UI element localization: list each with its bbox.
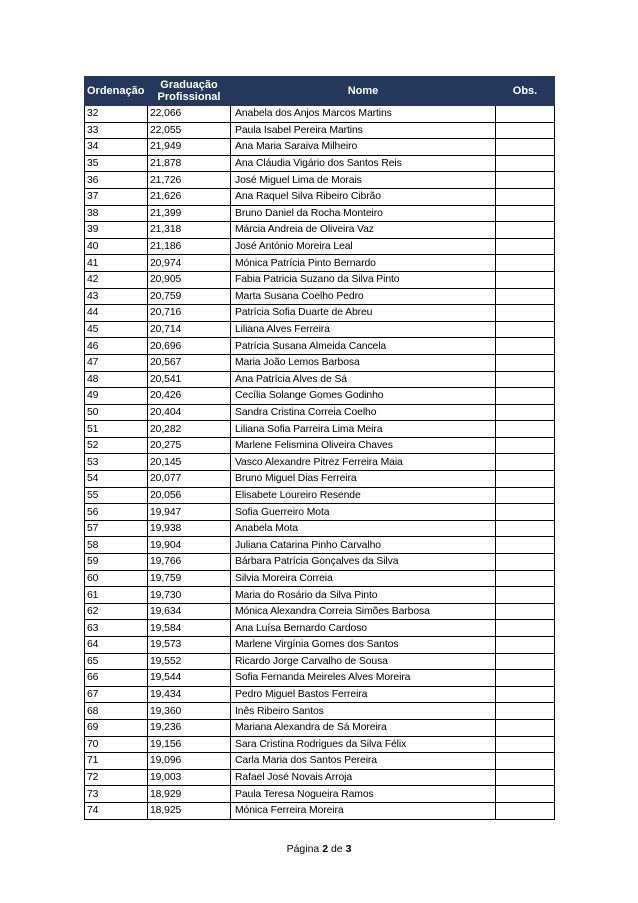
cell-nome: Bárbara Patrícia Gonçalves da Silva: [231, 554, 496, 571]
table-row: [85, 603, 555, 620]
table-row: [85, 172, 555, 189]
cell-graduacao: 19,003: [148, 769, 231, 786]
table-row: [85, 288, 555, 305]
cell-ordenacao: 39: [85, 222, 148, 239]
cell-graduacao: 19,730: [148, 587, 231, 604]
table-row: [85, 155, 555, 172]
cell-graduacao: 20,077: [148, 471, 231, 488]
cell-ordenacao: 60: [85, 570, 148, 587]
cell-obs: [496, 637, 555, 654]
cell-obs: [496, 305, 555, 322]
cell-obs: [496, 255, 555, 272]
cell-graduacao: 21,318: [148, 222, 231, 239]
cell-ordenacao: 48: [85, 371, 148, 388]
cell-obs: [496, 139, 555, 156]
cell-nome: José Miguel Lima de Morais: [231, 172, 496, 189]
cell-obs: [496, 769, 555, 786]
cell-graduacao: 20,759: [148, 288, 231, 305]
table-row: [85, 504, 555, 521]
cell-nome: Silvia Moreira Correia: [231, 570, 496, 587]
cell-obs: [496, 703, 555, 720]
cell-obs: [496, 388, 555, 405]
table-row: [85, 653, 555, 670]
header-obs: Obs.: [496, 77, 555, 106]
table-row: [85, 271, 555, 288]
cell-graduacao: 20,696: [148, 338, 231, 355]
cell-nome: Mónica Ferreira Moreira: [231, 802, 496, 819]
cell-graduacao: 20,716: [148, 305, 231, 322]
table-row: [85, 637, 555, 654]
cell-nome: Anabela Mota: [231, 520, 496, 537]
header-nome: Nome: [231, 77, 496, 106]
cell-graduacao: 19,544: [148, 670, 231, 687]
cell-graduacao: 20,275: [148, 437, 231, 454]
cell-nome: Sofia Fernanda Meireles Alves Moreira: [231, 670, 496, 687]
cell-obs: [496, 155, 555, 172]
cell-ordenacao: 63: [85, 620, 148, 637]
table-row: [85, 139, 555, 156]
cell-graduacao: 19,573: [148, 637, 231, 654]
cell-obs: [496, 753, 555, 770]
cell-nome: Ana Maria Saraiva Milheiro: [231, 139, 496, 156]
footer-prefix: Página: [286, 843, 323, 855]
cell-graduacao: 19,552: [148, 653, 231, 670]
cell-obs: [496, 404, 555, 421]
table-row: [85, 305, 555, 322]
cell-nome: Ana Cláudia Vigário dos Santos Reis: [231, 155, 496, 172]
table-row: [85, 786, 555, 803]
cell-obs: [496, 288, 555, 305]
cell-ordenacao: 74: [85, 802, 148, 819]
cell-graduacao: 20,145: [148, 454, 231, 471]
cell-nome: Ana Raquel Silva Ribeiro Cibrão: [231, 188, 496, 205]
cell-nome: Sandra Cristina Correia Coelho: [231, 404, 496, 421]
cell-obs: [496, 437, 555, 454]
table-row: [85, 437, 555, 454]
table-row: [85, 736, 555, 753]
cell-obs: [496, 670, 555, 687]
cell-graduacao: 21,726: [148, 172, 231, 189]
cell-obs: [496, 520, 555, 537]
cell-nome: Mónica Patrícia Pinto Bernardo: [231, 255, 496, 272]
cell-nome: Mónica Alexandra Correia Simões Barbosa: [231, 603, 496, 620]
table-row: [85, 354, 555, 371]
cell-obs: [496, 321, 555, 338]
table-row: [85, 421, 555, 438]
cell-obs: [496, 371, 555, 388]
cell-graduacao: 20,541: [148, 371, 231, 388]
footer-total-pages: 3: [345, 843, 352, 855]
cell-graduacao: 19,947: [148, 504, 231, 521]
cell-graduacao: 21,878: [148, 155, 231, 172]
cell-nome: Juliana Catarina Pinho Carvalho: [231, 537, 496, 554]
table-row: [85, 122, 555, 139]
cell-nome: Liliana Sofia Parreira Lima Meira: [231, 421, 496, 438]
table-row: [85, 620, 555, 637]
cell-ordenacao: 65: [85, 653, 148, 670]
cell-ordenacao: 47: [85, 354, 148, 371]
cell-ordenacao: 67: [85, 686, 148, 703]
cell-graduacao: 20,974: [148, 255, 231, 272]
cell-ordenacao: 52: [85, 437, 148, 454]
cell-ordenacao: 66: [85, 670, 148, 687]
cell-ordenacao: 56: [85, 504, 148, 521]
table-row: [85, 703, 555, 720]
cell-obs: [496, 205, 555, 222]
table-row: [85, 471, 555, 488]
cell-graduacao: 19,904: [148, 537, 231, 554]
cell-nome: Mariana Alexandra de Sá Moreira: [231, 719, 496, 736]
candidates-table: [84, 76, 555, 820]
cell-obs: [496, 471, 555, 488]
cell-graduacao: 19,434: [148, 686, 231, 703]
footer-middle: de: [328, 843, 346, 855]
cell-ordenacao: 50: [85, 404, 148, 421]
cell-nome: Paula Isabel Pereira Martins: [231, 122, 496, 139]
cell-obs: [496, 338, 555, 355]
table-row: [85, 753, 555, 770]
table-row: [85, 222, 555, 239]
cell-nome: Anabela dos Anjos Marcos Martins: [231, 106, 496, 123]
cell-obs: [496, 487, 555, 504]
cell-graduacao: 19,766: [148, 554, 231, 571]
cell-obs: [496, 719, 555, 736]
header-row: [85, 77, 555, 106]
cell-ordenacao: 73: [85, 786, 148, 803]
cell-ordenacao: 34: [85, 139, 148, 156]
table-row: [85, 719, 555, 736]
cell-nome: Maria João Lemos Barbosa: [231, 354, 496, 371]
cell-graduacao: 21,626: [148, 188, 231, 205]
cell-graduacao: 22,055: [148, 122, 231, 139]
cell-graduacao: 19,759: [148, 570, 231, 587]
cell-ordenacao: 37: [85, 188, 148, 205]
cell-ordenacao: 49: [85, 388, 148, 405]
cell-ordenacao: 33: [85, 122, 148, 139]
table-row: [85, 554, 555, 571]
table-row: [85, 255, 555, 272]
page-footer: [0, 843, 638, 855]
cell-ordenacao: 62: [85, 603, 148, 620]
cell-graduacao: 19,360: [148, 703, 231, 720]
cell-nome: Marlene Felismina Oliveira Chaves: [231, 437, 496, 454]
cell-graduacao: 19,584: [148, 620, 231, 637]
table-row: [85, 404, 555, 421]
cell-obs: [496, 421, 555, 438]
table-row: [85, 570, 555, 587]
cell-nome: José António Moreira Leal: [231, 238, 496, 255]
cell-obs: [496, 271, 555, 288]
table-row: [85, 238, 555, 255]
table-row: [85, 487, 555, 504]
cell-obs: [496, 802, 555, 819]
cell-graduacao: 20,567: [148, 354, 231, 371]
table-row: [85, 371, 555, 388]
cell-nome: Patrícia Susana Almeida Cancela: [231, 338, 496, 355]
cell-ordenacao: 42: [85, 271, 148, 288]
cell-ordenacao: 51: [85, 421, 148, 438]
cell-ordenacao: 45: [85, 321, 148, 338]
cell-nome: Elisabete Loureiro Resende: [231, 487, 496, 504]
cell-nome: Sofia Guerreiro Mota: [231, 504, 496, 521]
cell-nome: Ana Patrícia Alves de Sá: [231, 371, 496, 388]
table-header: [85, 77, 555, 106]
cell-nome: Paula Teresa Nogueira Ramos: [231, 786, 496, 803]
cell-obs: [496, 587, 555, 604]
cell-ordenacao: 57: [85, 520, 148, 537]
cell-ordenacao: 32: [85, 106, 148, 123]
cell-graduacao: 20,905: [148, 271, 231, 288]
table-row: [85, 802, 555, 819]
cell-ordenacao: 69: [85, 719, 148, 736]
cell-obs: [496, 222, 555, 239]
table-row: [85, 454, 555, 471]
cell-ordenacao: 38: [85, 205, 148, 222]
table-row: [85, 769, 555, 786]
cell-nome: Carla Maria dos Santos Pereira: [231, 753, 496, 770]
cell-obs: [496, 172, 555, 189]
cell-nome: Vasco Alexandre Pitrez Ferreira Maia: [231, 454, 496, 471]
cell-obs: [496, 238, 555, 255]
cell-ordenacao: 40: [85, 238, 148, 255]
cell-graduacao: 20,056: [148, 487, 231, 504]
cell-obs: [496, 570, 555, 587]
cell-ordenacao: 70: [85, 736, 148, 753]
cell-ordenacao: 41: [85, 255, 148, 272]
cell-obs: [496, 537, 555, 554]
cell-graduacao: 21,949: [148, 139, 231, 156]
cell-ordenacao: 71: [85, 753, 148, 770]
cell-graduacao: 21,186: [148, 238, 231, 255]
cell-nome: Fabia Patricia Suzano da Silva Pinto: [231, 271, 496, 288]
cell-nome: Márcia Andreia de Oliveira Vaz: [231, 222, 496, 239]
cell-ordenacao: 58: [85, 537, 148, 554]
table-row: [85, 321, 555, 338]
table-row: [85, 388, 555, 405]
cell-obs: [496, 188, 555, 205]
cell-obs: [496, 454, 555, 471]
cell-graduacao: 18,925: [148, 802, 231, 819]
cell-graduacao: 20,714: [148, 321, 231, 338]
cell-obs: [496, 786, 555, 803]
cell-obs: [496, 653, 555, 670]
cell-ordenacao: 59: [85, 554, 148, 571]
cell-nome: Pedro Miguel Bastos Ferreira: [231, 686, 496, 703]
cell-graduacao: 21,399: [148, 205, 231, 222]
cell-nome: Bruno Miguel Dias Ferreira: [231, 471, 496, 488]
table-row: [85, 338, 555, 355]
header-graduacao: [148, 77, 231, 106]
footer-current-page: 2: [322, 843, 329, 855]
cell-ordenacao: 64: [85, 637, 148, 654]
table-row: [85, 520, 555, 537]
cell-graduacao: 19,938: [148, 520, 231, 537]
cell-nome: Sara Cristina Rodrigues da Silva Félix: [231, 736, 496, 753]
cell-ordenacao: 68: [85, 703, 148, 720]
cell-obs: [496, 554, 555, 571]
cell-nome: Ana Luísa Bernardo Cardoso: [231, 620, 496, 637]
cell-nome: Marta Susana Coelho Pedro: [231, 288, 496, 305]
cell-ordenacao: 72: [85, 769, 148, 786]
cell-ordenacao: 46: [85, 338, 148, 355]
cell-obs: [496, 106, 555, 123]
table-row: [85, 670, 555, 687]
cell-graduacao: 20,426: [148, 388, 231, 405]
table-body: [85, 106, 555, 820]
cell-graduacao: 19,156: [148, 736, 231, 753]
table-row: [85, 537, 555, 554]
cell-graduacao: 20,282: [148, 421, 231, 438]
cell-obs: [496, 354, 555, 371]
cell-nome: Marlene Virgínia Gomes dos Santos: [231, 637, 496, 654]
table-row: [85, 205, 555, 222]
cell-graduacao: 22,066: [148, 106, 231, 123]
header-graduacao-line2: Profissional: [157, 91, 221, 103]
cell-ordenacao: 55: [85, 487, 148, 504]
cell-graduacao: 19,236: [148, 719, 231, 736]
cell-ordenacao: 35: [85, 155, 148, 172]
cell-obs: [496, 686, 555, 703]
cell-nome: Maria do Rosário da Silva Pinto: [231, 587, 496, 604]
header-ordenacao: Ordenação: [85, 77, 148, 106]
table-row: [85, 587, 555, 604]
cell-ordenacao: 43: [85, 288, 148, 305]
cell-nome: Cecília Solange Gomes Godinho: [231, 388, 496, 405]
cell-graduacao: 19,634: [148, 603, 231, 620]
header-graduacao-line1: Graduação: [160, 79, 218, 91]
cell-nome: Patrícia Sofia Duarte de Abreu: [231, 305, 496, 322]
cell-nome: Ricardo Jorge Carvalho de Sousa: [231, 653, 496, 670]
cell-graduacao: 18,929: [148, 786, 231, 803]
cell-graduacao: 20,404: [148, 404, 231, 421]
table-row: [85, 106, 555, 123]
cell-ordenacao: 54: [85, 471, 148, 488]
cell-obs: [496, 504, 555, 521]
table-row: [85, 686, 555, 703]
cell-nome: Liliana Alves Ferreira: [231, 321, 496, 338]
cell-ordenacao: 61: [85, 587, 148, 604]
cell-obs: [496, 620, 555, 637]
cell-ordenacao: 44: [85, 305, 148, 322]
cell-obs: [496, 603, 555, 620]
cell-ordenacao: 53: [85, 454, 148, 471]
cell-obs: [496, 736, 555, 753]
cell-ordenacao: 36: [85, 172, 148, 189]
cell-nome: Rafael José Novais Arroja: [231, 769, 496, 786]
cell-nome: Bruno Daniel da Rocha Monteiro: [231, 205, 496, 222]
cell-obs: [496, 122, 555, 139]
table-row: [85, 188, 555, 205]
cell-nome: Inês Ribeiro Santos: [231, 703, 496, 720]
cell-graduacao: 19,096: [148, 753, 231, 770]
